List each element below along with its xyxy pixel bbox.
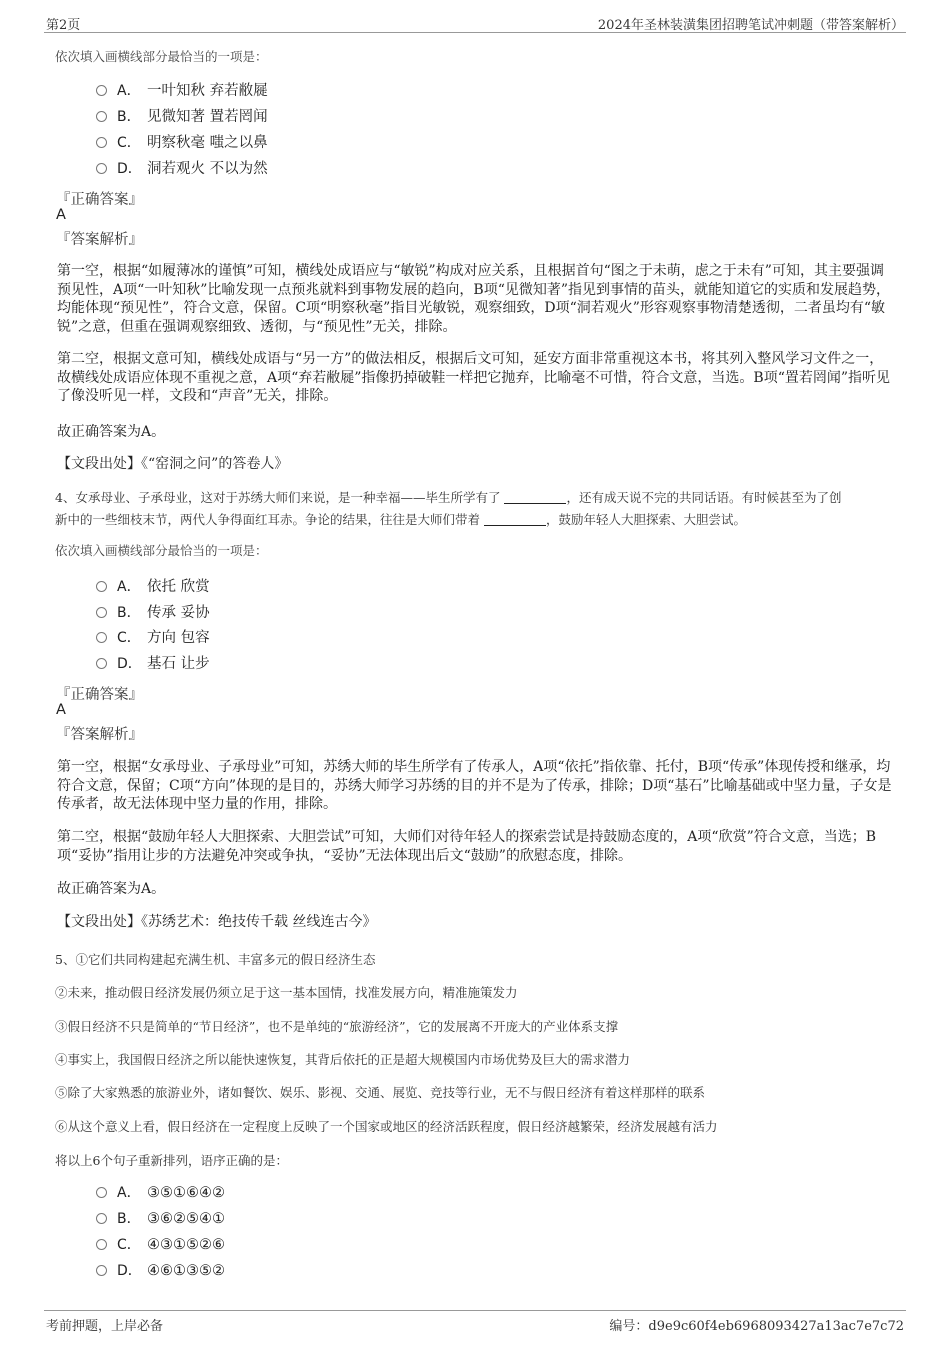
q3-option-c[interactable]: C． 明察秋毫 嗤之以鼻: [96, 131, 268, 155]
radio-icon[interactable]: [96, 163, 107, 174]
q4-prompt: 依次填入画横线部分最恰当的一项是：: [55, 543, 268, 558]
q3-option-d[interactable]: D． 洞若观火 不以为然: [96, 157, 268, 181]
q4-blank-1: [504, 491, 566, 504]
q3-option-b[interactable]: B． 见微知著 置若罔闻: [96, 105, 268, 129]
page-number: 第2页: [46, 18, 81, 33]
q3-answer: A: [56, 207, 66, 223]
q3-analysis-para1: 第一空，根据“如履薄冰的谨慎”可知，横线处成语应与“敏锐”构成对应关系，且根据首句“图之于未萌，虑之于未有”可知，其主要强调预见性，A项“一叶知秋”比喻发现一点预兆就料到事物发展的趋向，B项“见微知著”指见到事情的苗头，就能知道它的实质和发展趋势，均能体现“预见性”，符合文意，保留。C项“明察秋毫”指目光敏锐，观察细致，D项“洞若观火”形容观察事物清楚透彻，二者虽均有“敏锐”之意，但重在强调观察细致、透彻，与“预见性”无关，排除。: [57, 263, 891, 335]
page-header: [44, 12, 906, 33]
q3-option-a[interactable]: A． 一叶知秋 弃若敝屣: [96, 79, 268, 103]
q5-sentence-4: ④事实上，我国假日经济之所以能快速恢复，其背后依托的正是超大规模国内市场优势及巨大的需求潜力: [55, 1052, 631, 1067]
q4-answer-label: 『正确答案』: [56, 687, 143, 703]
q3-answer-label: 『正确答案』: [56, 192, 143, 208]
q5-prompt: 将以上6个句子重新排列，语序正确的是：: [55, 1153, 288, 1168]
q5-sentence-6: ⑥从这个意义上看，假日经济在一定程度上反映了一个国家或地区的经济活跃程度，假日经济越繁荣，经济发展越有活力: [55, 1119, 718, 1134]
q5-sentence-5: ⑤除了大家熟悉的旅游业外，诸如餐饮、娱乐、影视、交通、展览、竞技等行业，无不与假日经济有着这样那样的联系: [55, 1085, 706, 1100]
q5-option-d[interactable]: D． ④⑥①③⑤②: [96, 1259, 225, 1283]
q5-option-b[interactable]: B． ③⑥②⑤④①: [96, 1207, 225, 1231]
q4-answer: A: [56, 702, 66, 718]
q4-option-a[interactable]: A． 依托 欣赏: [96, 575, 210, 599]
radio-icon[interactable]: [96, 1187, 107, 1198]
q5-sentence-1: 5、①它们共同构建起充满生机、丰富多元的假日经济生态: [55, 952, 376, 967]
q4-option-d[interactable]: D． 基石 让步: [96, 652, 210, 676]
document-id: 编号：d9e9c60f4eb6968093427a13ac7e7c72: [609, 1319, 904, 1334]
q5-option-c[interactable]: C． ④③①⑤②⑥: [96, 1233, 225, 1257]
radio-icon[interactable]: [96, 1265, 107, 1276]
q3-conclusion: 故正确答案为A。: [57, 424, 166, 440]
radio-icon[interactable]: [96, 658, 107, 669]
document-title: 2024年圣林装潢集团招聘笔试冲刺题（带答案解析）: [597, 18, 904, 33]
radio-icon[interactable]: [96, 632, 107, 643]
footer-slogan: 考前押题，上岸必备: [46, 1319, 164, 1334]
q5-sentence-3: ③假日经济不只是简单的“节日经济”，也不是单纯的“旅游经济”，它的发展离不开庞大的产业体系支撑: [55, 1019, 619, 1034]
q4-analysis-para2: 第二空，根据“鼓励年轻人大胆探索、大胆尝试”可知，大师们对待年轻人的探索尝试是持鼓励态度的，A项“欣赏”符合文意，当选；B项“妥协”指用让步的方法避免冲突或争执，“妥协”无法体现出后文“鼓励”的欣慰态度，排除。: [57, 829, 877, 864]
q3-prompt: 依次填入画横线部分最恰当的一项是：: [55, 49, 268, 64]
page-footer: [44, 1310, 906, 1333]
q3-analysis-label: 『答案解析』: [56, 232, 143, 248]
radio-icon[interactable]: [96, 1213, 107, 1224]
radio-icon[interactable]: [96, 137, 107, 148]
radio-icon[interactable]: [96, 581, 107, 592]
q4-source: 【文段出处】《苏绣艺术：绝技传千载 丝线连古今》: [57, 914, 377, 930]
q4-analysis-label: 『答案解析』: [56, 727, 143, 743]
radio-icon[interactable]: [96, 111, 107, 122]
q4-stem: 4、女承母业、子承母业，这对于苏绣大师们来说，是一种幸福——毕生所学有了 ，还有成天说不完的共同话语。有时候甚至为了创 新中的一些细枝末节，两代人争得面红耳赤。争论的结果，往往是大师们带着 ，鼓励年轻人大胆探索、大胆尝试。: [55, 490, 842, 527]
q3-source: 【文段出处】《“窑洞之问”的答卷人》: [57, 456, 289, 472]
q4-blank-2: [484, 513, 546, 526]
radio-icon[interactable]: [96, 607, 107, 618]
q5-sentence-2: ②未来，推动假日经济发展仍须立足于这一基本国情，找准发展方向，精准施策发力: [55, 985, 518, 1000]
radio-icon[interactable]: [96, 85, 107, 96]
q5-option-a[interactable]: A． ③⑤①⑥④②: [96, 1181, 225, 1205]
q4-conclusion: 故正确答案为A。: [57, 881, 166, 897]
radio-icon[interactable]: [96, 1239, 107, 1250]
q3-analysis-para2: 第二空，根据文意可知，横线处成语与“另一方”的做法相反，根据后文可知，延安方面非常重视这本书，将其列入整风学习文件之一，故横线处成语应体现不重视之意，A项“弃若敝屣”指像扔掉破鞋一样把它抛弃，比喻毫不可惜，符合文意，当选。B项“置若罔闻”指听见了像没听见一样，文段和“声音”无关，排除。: [57, 351, 891, 404]
q4-option-c[interactable]: C． 方向 包容: [96, 626, 210, 650]
q4-analysis-para1: 第一空，根据“女承母业、子承母业”可知，苏绣大师的毕生所学有了传承人，A项“依托”指依靠、托付，B项“传承”体现传授和继承，均符合文意，保留；C项“方向”体现的是目的，苏绣大师学习苏绣的目的并不是为了传承，排除；D项“基石”比喻基础或中坚力量，子女是传承者，故无法体现中坚力量的作用，排除。: [57, 759, 892, 812]
q4-option-b[interactable]: B． 传承 妥协: [96, 601, 210, 625]
